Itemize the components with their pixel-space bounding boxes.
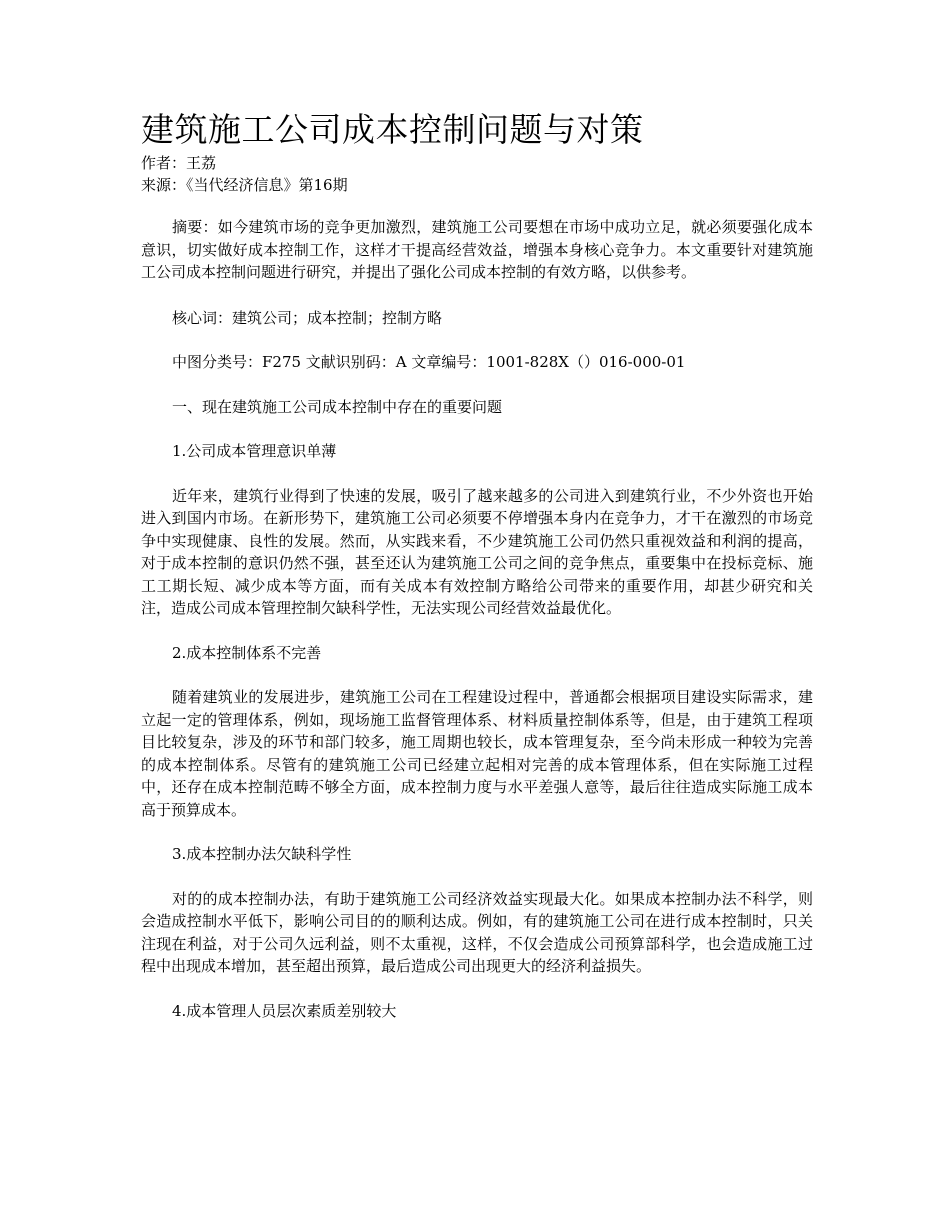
subsection-1-paragraph: 近年来，建筑行业得到了快速的发展，吸引了越来越多的公司进入到建筑行业，不少外资也开始进入到国内市场。在新形势下，建筑施工公司必须要不停增强本身内在竞争力，才干在激烈的市场竞争中实现健康、良性的发展。然而，从实践来看，不少建筑施工公司仍然只重视效益和利润的提高，对于成本控制的意识仍然不强，甚至还认为建筑施工公司之间的竞争焦点，重要集中在投标竞标、施工工期长短、减少成本等方面，而有关成本有效控制方略给公司带来的重要作用，却甚少研究和关注，造成公司成本管理控制欠缺科学性，无法实现公司经营效益最优化。 <box>141 486 813 617</box>
subsection-3-heading: 3.成本控制办法欠缺科学性 <box>172 845 352 863</box>
author-line: 作者：王荔 <box>141 154 217 172</box>
subsection-2-heading: 2.成本控制体系不完善 <box>172 643 322 662</box>
keywords-line: 核心词：建筑公司；成本控制；控制方略 <box>172 308 443 327</box>
document-title: 建筑施工公司成本控制问题与对策 <box>141 110 644 149</box>
abstract-paragraph: 摘要：如今建筑市场的竞争更加激烈，建筑施工公司要想在市场中成功立足，就必须要强化成本意识，切实做好成本控制工作，这样才干提高经营效益，增强本身核心竞争力。本文重要针对建筑施工公司成本控制问题进行研究，并提出了强化公司成本控制的有效方略，以供参考。 <box>141 218 813 281</box>
subsection-4-heading: 4.成本管理人员层次素质差别较大 <box>172 1001 397 1020</box>
classification-line: 中图分类号：F275 文献识别码：A 文章编号：1001-828X（）016-000-01 <box>172 353 686 371</box>
subsection-2-paragraph: 随着建筑业的发展进步，建筑施工公司在工程建设过程中，普通都会根据项目建设实际需求，建立起一定的管理体系，例如，现场施工监督管理体系、材料质量控制体系等，但是，由于建筑工程项目比较复杂，涉及的环节和部门较多，施工周期也较长，成本管理复杂，至今尚未形成一种较为完善的成本控制体系。尽管有的建筑施工公司已经建立起相对完善的成本管理体系，但在实际施工过程中，还存在成本控制范畴不够全方面，成本控制力度与水平差强人意等，最后往往造成实际施工成本高于预算成本。 <box>141 688 813 819</box>
source-line: 来源：《当代经济信息》第16期 <box>141 176 348 194</box>
document-page <box>141 108 813 1022</box>
subsection-3-paragraph: 对的的成本控制办法，有助于建筑施工公司经济效益实现最大化。如果成本控制办法不科学，则会造成控制水平低下，影响公司目的的顺利达成。例如，有的建筑施工公司在进行成本控制时，只关注现在利益，对于公司久远利益，则不太重视，这样，不仅会造成公司预算部科学，也会造成施工过程中出现成本增加，甚至超出预算，最后造成公司出现更大的经济利益损失。 <box>141 889 813 975</box>
section-1-heading: 一、现在建筑施工公司成本控制中存在的重要问题 <box>172 397 503 416</box>
subsection-1-heading: 1.公司成本管理意识单薄 <box>172 442 337 460</box>
